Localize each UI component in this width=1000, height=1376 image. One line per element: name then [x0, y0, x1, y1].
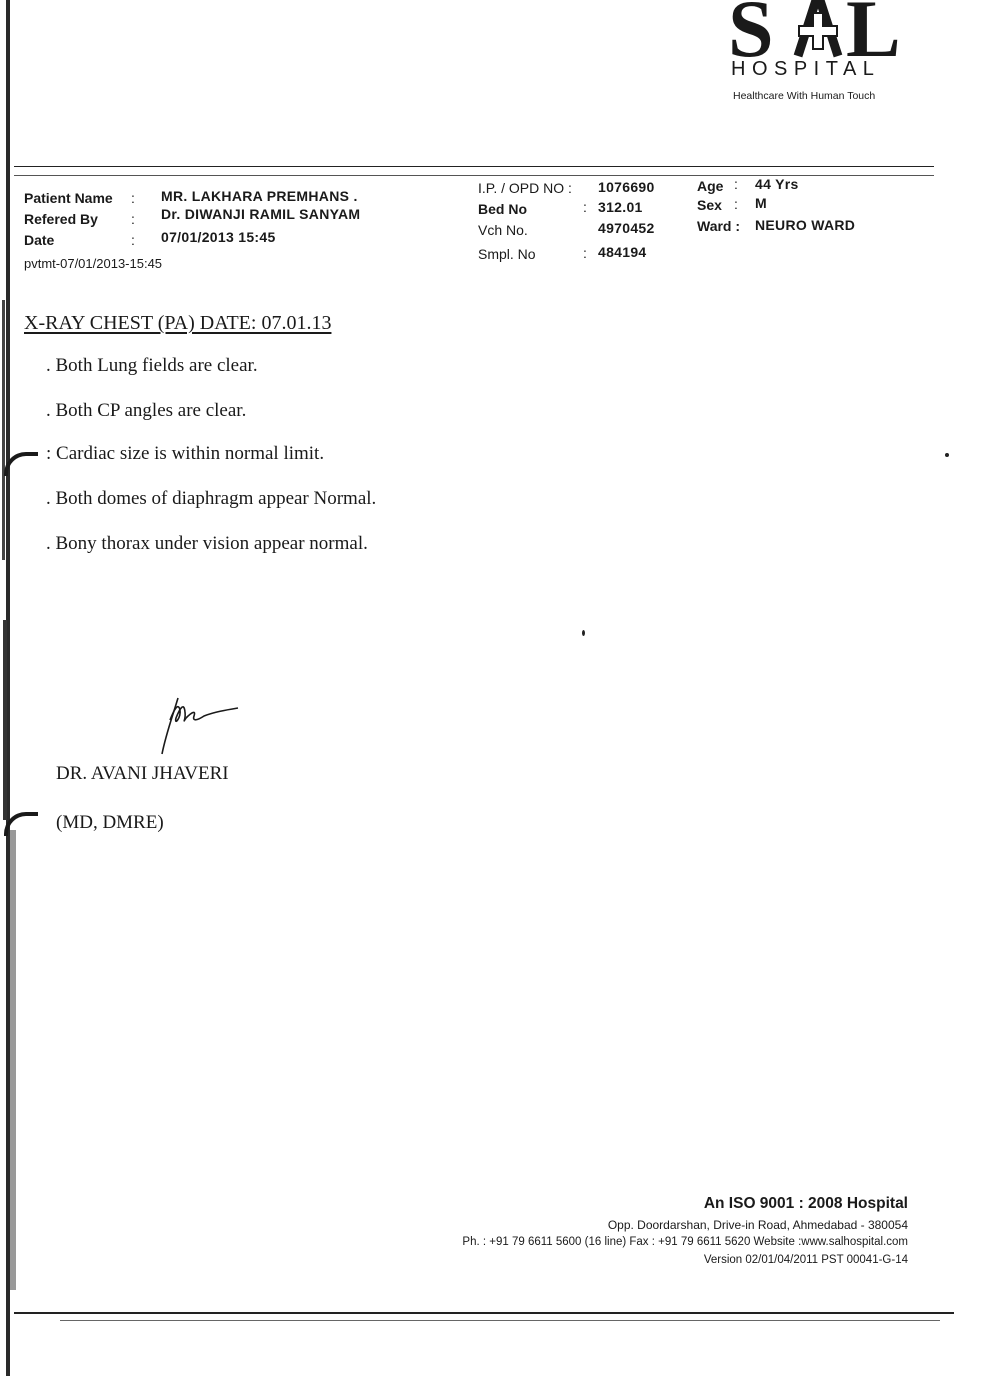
doctor-signature [150, 690, 245, 760]
ward-value: NEURO WARD [755, 217, 856, 233]
doctor-qualification: (MD, DMRE) [56, 812, 164, 833]
ward-label: Ward : [697, 218, 741, 234]
finding-item: . Both domes of diaphragm appear Normal. [46, 488, 377, 509]
referred-by-label: Refered By [24, 211, 98, 227]
finding-item: . Both CP angles are clear. [46, 400, 247, 421]
smpl-separator: : [583, 245, 587, 261]
footer-version: Version 02/01/04/2011 PST 00041-G-14 [703, 1254, 908, 1266]
footer-address: Opp. Doordarshan, Drive-in Road, Ahmedabad - 380054 [607, 1218, 908, 1232]
bed-value: 312.01 [598, 199, 643, 215]
footer-divider [14, 1312, 954, 1314]
hospital-tagline: Healthcare With Human Touch [733, 90, 876, 102]
footer-divider-secondary [60, 1320, 940, 1321]
bed-label: Bed No [478, 201, 527, 217]
age-label: Age [697, 178, 724, 194]
svg-text:S: S [728, 0, 774, 62]
patient-name-value: MR. LAKHARA PREMHANS . [161, 188, 358, 204]
smpl-label: Smpl. No [478, 246, 536, 262]
scan-speck [945, 453, 949, 457]
scan-speck [582, 630, 585, 636]
vch-label: Vch No. [478, 222, 528, 238]
smpl-value: 484194 [598, 244, 647, 260]
doctor-name: DR. AVANI JHAVERI [56, 763, 229, 784]
iso-certification: An ISO 9001 : 2008 Hospital [703, 1195, 908, 1212]
sex-value: M [755, 195, 767, 211]
scan-edge-marks [0, 0, 20, 1376]
finding-item: . Bony thorax under vision appear normal. [46, 533, 368, 554]
referred-by-value: Dr. DIWANJI RAMIL SANYAM [161, 206, 361, 222]
date-value: 07/01/2013 15:45 [161, 229, 276, 245]
sex-label: Sex [697, 197, 722, 213]
patient-name-label: Patient Name [24, 190, 113, 206]
age-separator: : [734, 176, 738, 192]
hospital-name: HOSPITAL [731, 58, 881, 80]
referred-by-separator: : [131, 211, 135, 227]
finding-item: : Cardiac size is within normal limit. [46, 443, 325, 464]
date-separator: : [131, 232, 135, 248]
ipopd-label: I.P. / OPD NO : [478, 180, 572, 196]
hospital-logo [728, 0, 908, 110]
vch-value: 4970452 [598, 220, 655, 236]
ipopd-value: 1076690 [598, 179, 655, 195]
pvtmt-stamp: pvtmt-07/01/2013-15:45 [24, 256, 163, 271]
footer-contact: Ph. : +91 79 6611 5600 (16 line) Fax : +91 79 6611 5620 Website :www.salhospital.com [462, 1236, 908, 1248]
age-value: 44 Yrs [755, 176, 799, 192]
report-heading: X-RAY CHEST (PA) DATE: 07.01.13 [24, 312, 332, 334]
sex-separator: : [734, 196, 738, 212]
date-label: Date [24, 232, 55, 248]
svg-text:L: L [846, 0, 901, 62]
bed-separator: : [583, 199, 587, 215]
sal-logo-mark [728, 0, 903, 62]
patient-name-separator: : [131, 190, 135, 206]
finding-item: . Both Lung fields are clear. [46, 355, 258, 376]
header-divider [14, 166, 934, 167]
